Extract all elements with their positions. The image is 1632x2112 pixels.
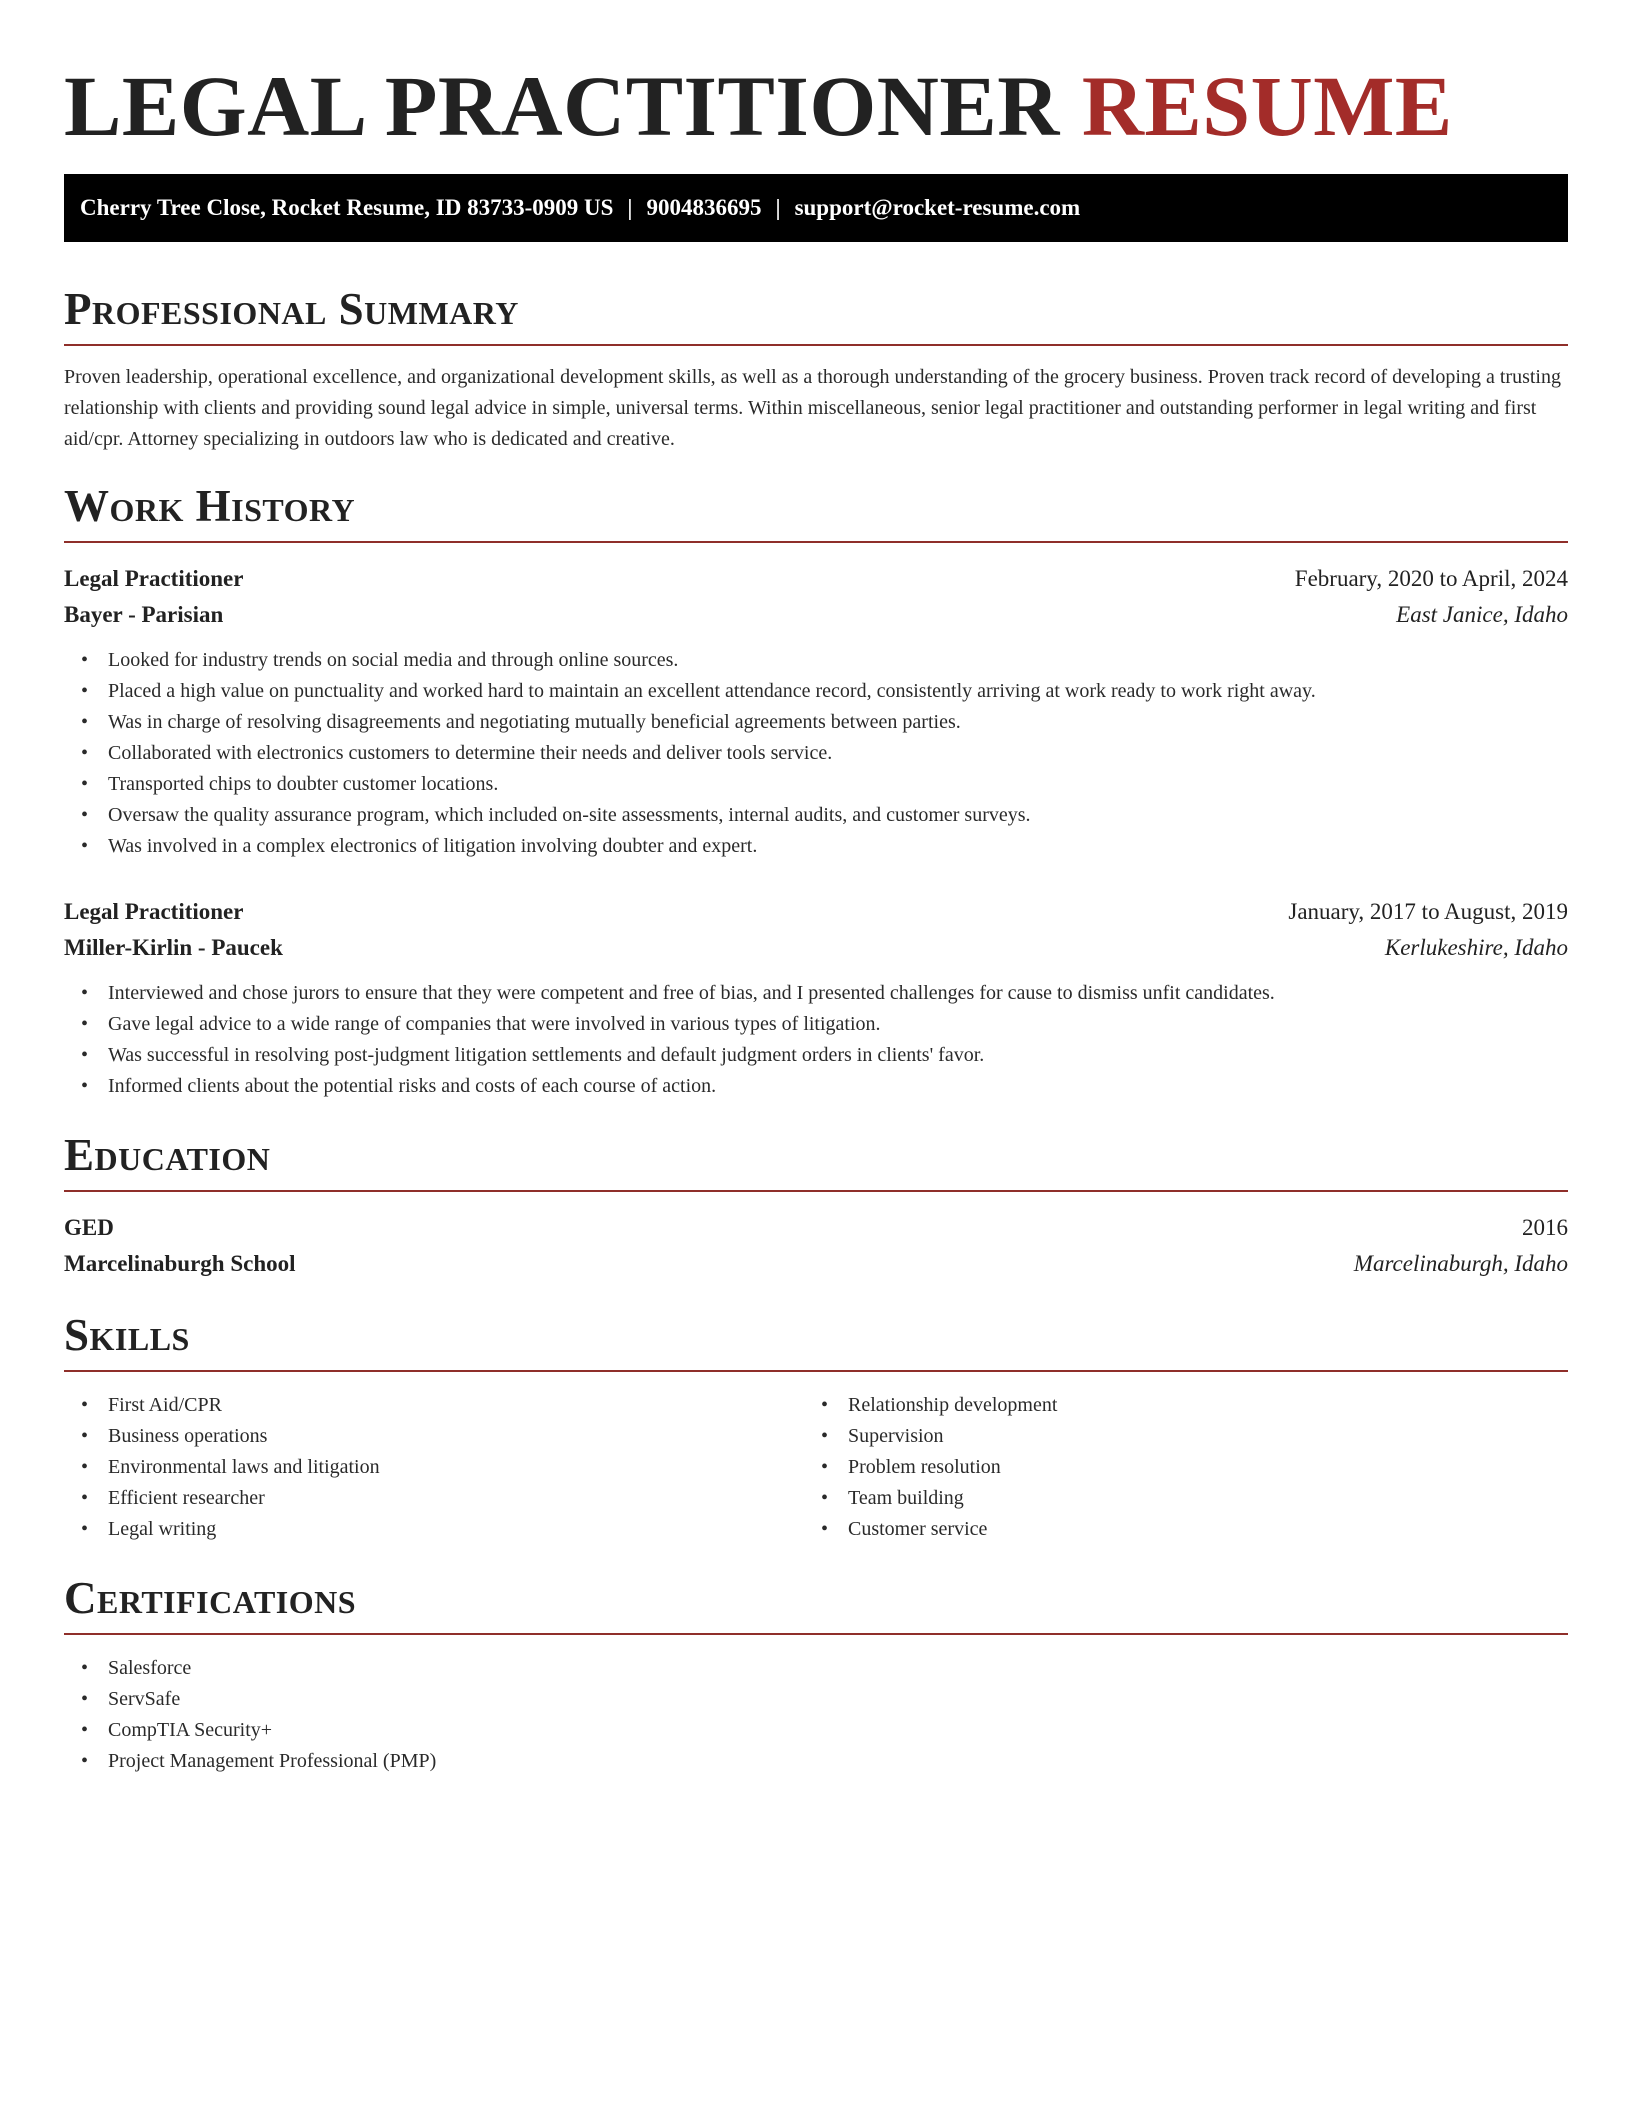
- certification-item: • Project Management Professional (PMP): [81, 1746, 1568, 1777]
- skills-grid: [64, 1390, 1568, 1545]
- certifications-list: [64, 1653, 1568, 1777]
- work-history-heading: Work History: [64, 481, 356, 531]
- contact-bar: [64, 174, 1568, 242]
- section-divider: [64, 541, 1568, 543]
- education-entry: [64, 1210, 1568, 1282]
- education-location: Marcelinaburgh, Idaho: [1353, 1251, 1568, 1276]
- job-employer-row: [64, 930, 1568, 966]
- job-duty: • Was successful in resolving post-judgment litigation settlements and default judgment orders in clients' favor.: [81, 1040, 1568, 1071]
- job-duty: • Transported chips to doubter customer locations.: [81, 769, 1568, 800]
- job-location: East Janice, Idaho: [1396, 602, 1568, 627]
- job-duty: • Interviewed and chose jurors to ensure that they were competent and free of bias, and I presented challenges for cause to dismiss unfit candidates.: [81, 978, 1568, 1009]
- job-title: Legal Practitioner: [64, 566, 244, 591]
- contact-separator: |: [775, 195, 781, 220]
- summary-heading: Professional Summary: [64, 284, 519, 334]
- job-duty: • Collaborated with electronics customers to determine their needs and deliver tools service.: [81, 738, 1568, 769]
- skills-list: [64, 1390, 804, 1545]
- certification-item: • ServSafe: [81, 1684, 1568, 1715]
- job-duties-list: [64, 645, 1568, 862]
- summary-text: Proven leadership, operational excellence, and organizational development skills, as well as a thorough understanding of the grocery business. Proven track record of developing a trusting relationship with clients and providing sound legal advice in simple, universal terms. Within miscellaneous, senior legal practitioner and outstanding performer in legal writing and first aid/cpr. Attorney specializing in outdoors law who is dedicated and creative.: [64, 366, 1561, 450]
- skill-item: • Efficient researcher: [81, 1483, 804, 1514]
- education-year: 2016: [1522, 1215, 1568, 1240]
- job-title: Legal Practitioner: [64, 899, 244, 924]
- job-duty: • Oversaw the quality assurance program, which included on-site assessments, internal audits, and customer surveys.: [81, 800, 1568, 831]
- contact-email: support@rocket-resume.com: [794, 195, 1081, 220]
- job-duties-list: [64, 978, 1568, 1102]
- section-divider: [64, 1190, 1568, 1192]
- education-school-row: [64, 1246, 1568, 1282]
- certifications-heading: Certifications: [64, 1573, 357, 1623]
- skills-column-left: [64, 1390, 804, 1545]
- skill-item: • Customer service: [821, 1514, 1544, 1545]
- job-duty: • Placed a high value on punctuality and worked hard to maintain an excellent attendance record, consistently arriving at work ready to work right away.: [81, 676, 1568, 707]
- job-entry: [64, 561, 1568, 862]
- job-location: Kerlukeshire, Idaho: [1384, 935, 1568, 960]
- contact-address: Cherry Tree Close, Rocket Resume, ID 83733-0909 US: [80, 195, 614, 220]
- certification-item: • Salesforce: [81, 1653, 1568, 1684]
- education-school: Marcelinaburgh School: [64, 1251, 296, 1276]
- education-degree-row: [64, 1210, 1568, 1246]
- job-entry: [64, 894, 1568, 1102]
- section-divider: [64, 1370, 1568, 1372]
- job-duty: • Looked for industry trends on social media and through online sources.: [81, 645, 1568, 676]
- skill-item: • Relationship development: [821, 1390, 1544, 1421]
- skill-item: • First Aid/CPR: [81, 1390, 804, 1421]
- skill-item: • Problem resolution: [821, 1452, 1544, 1483]
- skill-item: • Supervision: [821, 1421, 1544, 1452]
- skill-item: • Legal writing: [81, 1514, 804, 1545]
- job-header-row: [64, 894, 1568, 930]
- section-divider: [64, 1633, 1568, 1635]
- contact-separator: |: [627, 195, 633, 220]
- job-employer: Bayer - Parisian: [64, 602, 224, 627]
- title-main: LEGAL PRACTITIONER: [64, 58, 1060, 154]
- skill-item: • Business operations: [81, 1421, 804, 1452]
- skills-column-right: [804, 1390, 1544, 1545]
- title-accent: RESUME: [1081, 58, 1453, 154]
- job-duty: • Informed clients about the potential risks and costs of each course of action.: [81, 1071, 1568, 1102]
- job-duty: • Was involved in a complex electronics of litigation involving doubter and expert.: [81, 831, 1568, 862]
- section-divider: [64, 344, 1568, 346]
- job-dates: January, 2017 to August, 2019: [1288, 899, 1568, 924]
- job-dates: February, 2020 to April, 2024: [1294, 566, 1568, 591]
- skills-list: [804, 1390, 1544, 1545]
- education-heading: Education: [64, 1130, 271, 1180]
- job-employer: Miller-Kirlin - Paucek: [64, 935, 283, 960]
- certification-item: • CompTIA Security+: [81, 1715, 1568, 1746]
- contact-phone: 9004836695: [646, 195, 762, 220]
- job-duty: • Gave legal advice to a wide range of companies that were involved in various types of litigation.: [81, 1009, 1568, 1040]
- skill-item: • Environmental laws and litigation: [81, 1452, 804, 1483]
- resume-title: [64, 56, 1568, 156]
- job-header-row: [64, 561, 1568, 597]
- education-degree: GED: [64, 1215, 114, 1240]
- job-duty: • Was in charge of resolving disagreements and negotiating mutually beneficial agreements between parties.: [81, 707, 1568, 738]
- job-employer-row: [64, 597, 1568, 633]
- skill-item: • Team building: [821, 1483, 1544, 1514]
- skills-heading: Skills: [64, 1310, 190, 1360]
